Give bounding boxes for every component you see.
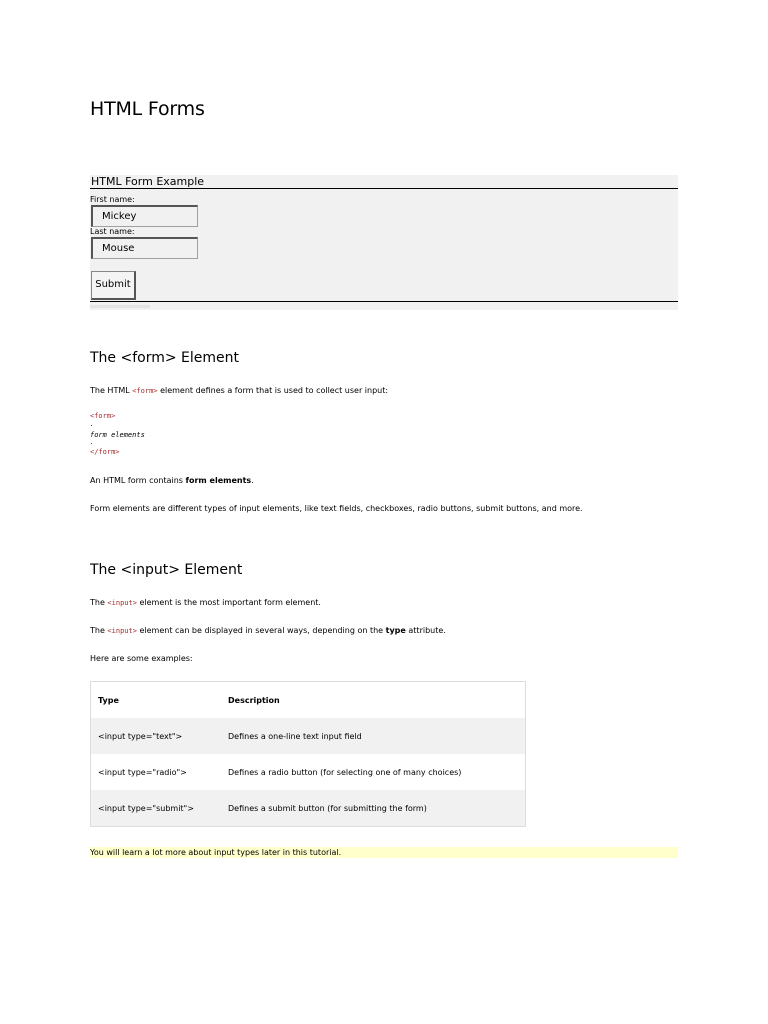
form-contains-bold: form elements xyxy=(185,476,252,485)
table-row xyxy=(91,718,526,754)
form-element-heading: The <form> Element xyxy=(90,350,240,366)
code-dot xyxy=(91,425,92,426)
table-cell-type: <input type="text"> xyxy=(91,718,222,754)
input-p2-middle: element can be displayed in several ways, depending on the xyxy=(136,626,386,635)
table-row xyxy=(91,790,526,827)
input-p2-bold: type xyxy=(385,626,406,635)
input-p2-before: The xyxy=(90,626,108,635)
form-intro-before: The HTML xyxy=(90,386,133,395)
table-row xyxy=(91,754,526,790)
input-p3: Here are some examples: xyxy=(90,654,193,663)
input-p1-before: The xyxy=(90,598,108,607)
code-form-elements: form elements xyxy=(90,431,145,439)
page-title: HTML Forms xyxy=(90,98,205,120)
table-header-description: Description xyxy=(221,682,526,719)
input-p1-after: element is the most important form element. xyxy=(136,598,321,607)
table-cell-description: Defines a one-line text input field xyxy=(221,718,526,754)
code-form-close: </form> xyxy=(90,448,120,456)
input-element-heading: The <input> Element xyxy=(90,562,243,578)
form-example-heading: HTML Form Example xyxy=(90,175,678,189)
form-intro-after: element defines a form that is used to collect user input: xyxy=(157,386,389,395)
form-example-box xyxy=(90,175,678,310)
first-name-label: First name: xyxy=(90,195,135,204)
form-intro-paragraph xyxy=(90,385,388,397)
table-cell-description: Defines a submit button (for submitting the form) xyxy=(221,790,526,827)
code-dot xyxy=(91,443,92,444)
code-form-open: <form> xyxy=(90,412,116,420)
form-contains-before: An HTML form contains xyxy=(90,476,186,485)
form-contains-after: . xyxy=(251,476,254,485)
form-example-scroll-indicator xyxy=(90,305,150,308)
form-intro-code: <form> xyxy=(132,387,158,395)
table-cell-type: <input type="submit"> xyxy=(91,790,222,827)
input-p2-code: <input> xyxy=(107,627,137,635)
form-types-paragraph: Form elements are different types of input elements, like text fields, checkboxes, radio buttons, submit buttons, and more. xyxy=(90,504,583,513)
input-p1 xyxy=(90,597,321,609)
submit-button[interactable]: Submit xyxy=(91,271,136,300)
input-types-table xyxy=(90,681,526,827)
input-p2 xyxy=(90,625,446,637)
last-name-input[interactable]: Mouse xyxy=(91,237,198,259)
table-cell-type: <input type="radio"> xyxy=(91,754,222,790)
form-contains-paragraph xyxy=(90,475,254,486)
table-cell-description: Defines a radio button (for selecting one of many choices) xyxy=(221,754,526,790)
input-types-note: You will learn a lot more about input types later in this tutorial. xyxy=(90,847,678,858)
table-header-row xyxy=(91,682,526,719)
last-name-label: Last name: xyxy=(90,227,135,236)
table-header-type: Type xyxy=(91,682,222,719)
form-example-bottom-rule xyxy=(90,301,678,302)
input-p1-code: <input> xyxy=(107,599,137,607)
input-p2-after: attribute. xyxy=(405,626,446,635)
first-name-input[interactable]: Mickey xyxy=(91,205,198,227)
